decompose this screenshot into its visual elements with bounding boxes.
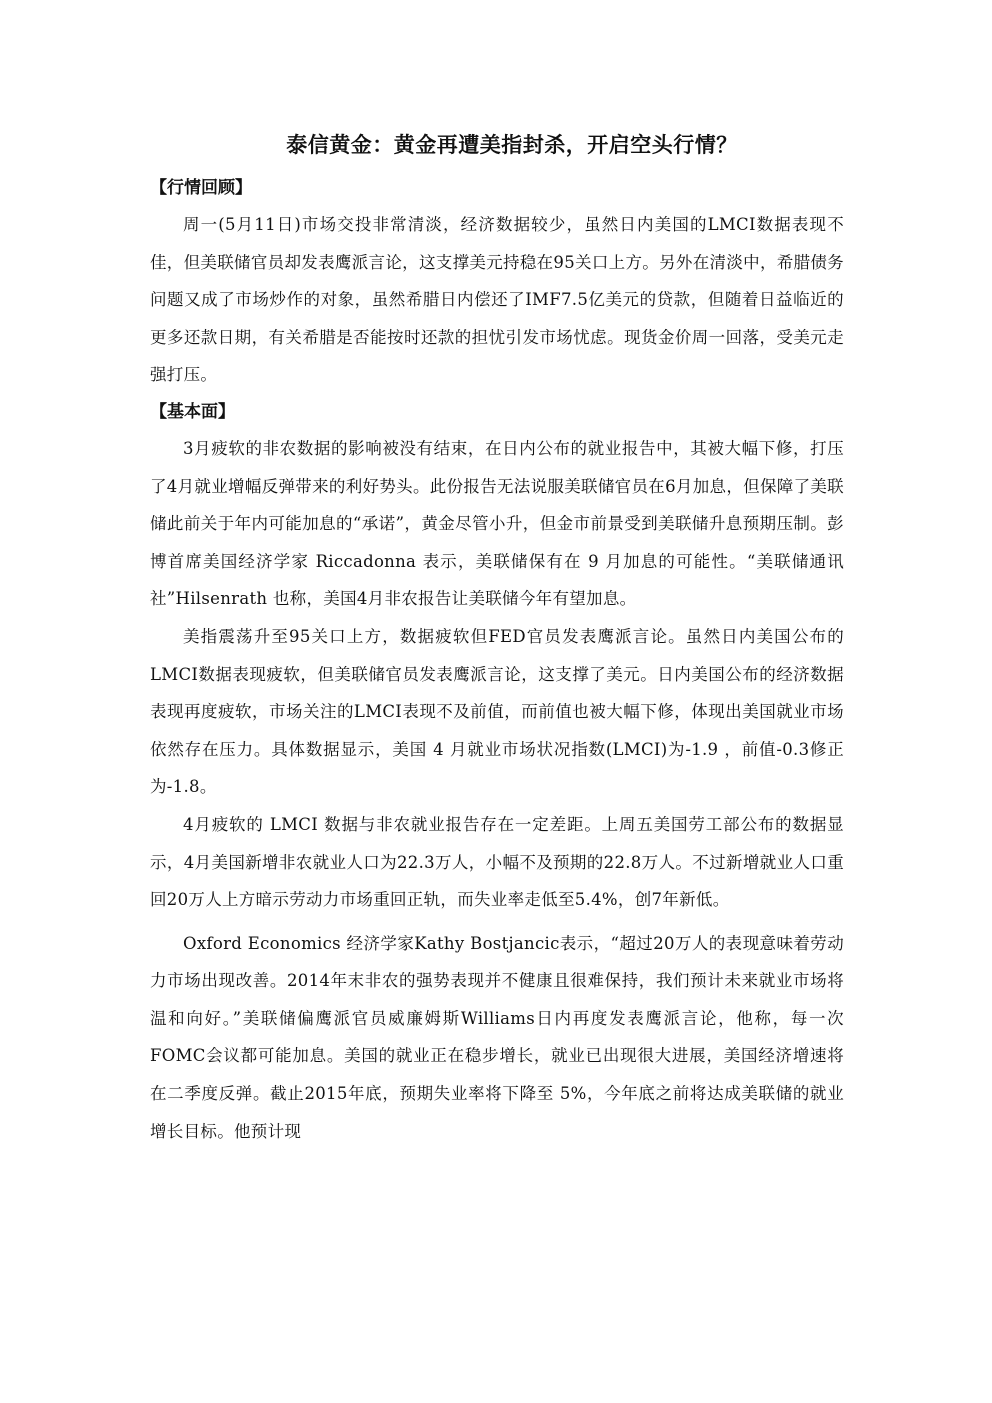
paragraph: Oxford Economics 经济学家Kathy Bostjancic表示，“超过20万人的表现意味着劳动力市场出现改善。2014年末非农的强势表现并不健康且很难保持，我们预计未来就业市场将温和向好。”美联储偏鹰派官员威廉姆斯Williams日内再度发表鹰派言论，他称，每一次FOMC会议都可能加息。美国的就业正在稳步增长，就业已出现很大进展，美国经济增速将在二季度反弹。截止2015年底，预期失业率将下降至 5%，今年底之前将达成美联储的就业增长目标。他预计现	[150, 933, 844, 1141]
document-page	[150, 128, 844, 1150]
document-title: 泰信黄金：黄金再遭美指封杀，开启空头行情？	[286, 132, 738, 157]
section-heading-market-review: 【行情回顾】	[150, 178, 252, 198]
paragraph: 美指震荡升至95关口上方，数据疲软但FED官员发表鹰派言论。虽然日内美国公布的LMCI数据表现疲软，但美联储官员发表鹰派言论，这支撑了美元。日内美国公布的经济数据表现再度疲软，市场关注的LMCI表现不及前值，而前值也被大幅下修，体现出美国就业市场依然存在压力。具体数据显示，美国 4 月就业市场状况指数(LMCI)为-1.9 ，前值-0.3修正为-1.8。	[150, 626, 844, 797]
paragraph: 周一(5月11日)市场交投非常清淡，经济数据较少，虽然日内美国的LMCI数据表现不佳，但美联储官员却发表鹰派言论，这支撑美元持稳在95关口上方。另外在清淡中，希腊债务问题又成了市场炒作的对象，虽然希腊日内偿还了IMF7.5亿美元的贷款，但随着日益临近的更多还款日期，有关希腊是否能按时还款的担忧引发市场忧虑。现货金价周一回落，受美元走强打压。	[150, 215, 844, 385]
section-heading-fundamentals: 【基本面】	[150, 401, 235, 422]
paragraph: 3月疲软的非农数据的影响被没有结束，在日内公布的就业报告中，其被大幅下修，打压了4月就业增幅反弹带来的利好势头。此份报告无法说服美联储官员在6月加息，但保障了美联储此前关于年内可能加息的“承诺”，黄金尽管小升，但金市前景受到美联储升息预期压制。彭博首席美国经济学家 Riccadonna 表示，美联储保有在 9 月加息的可能性。“美联储通讯社”Hilsenrath 也称，美国4月非农报告让美联储今年有望加息。	[150, 438, 844, 609]
paragraph: 4月疲软的 LMCI 数据与非农就业报告存在一定差距。上周五美国劳工部公布的数据显示，4月美国新增非农就业人口为22.3万人，小幅不及预期的22.8万人。不过新增就业人口重回20万人上方暗示劳动力市场重回正轨，而失业率走低至5.4%，创7年新低。	[150, 814, 844, 910]
